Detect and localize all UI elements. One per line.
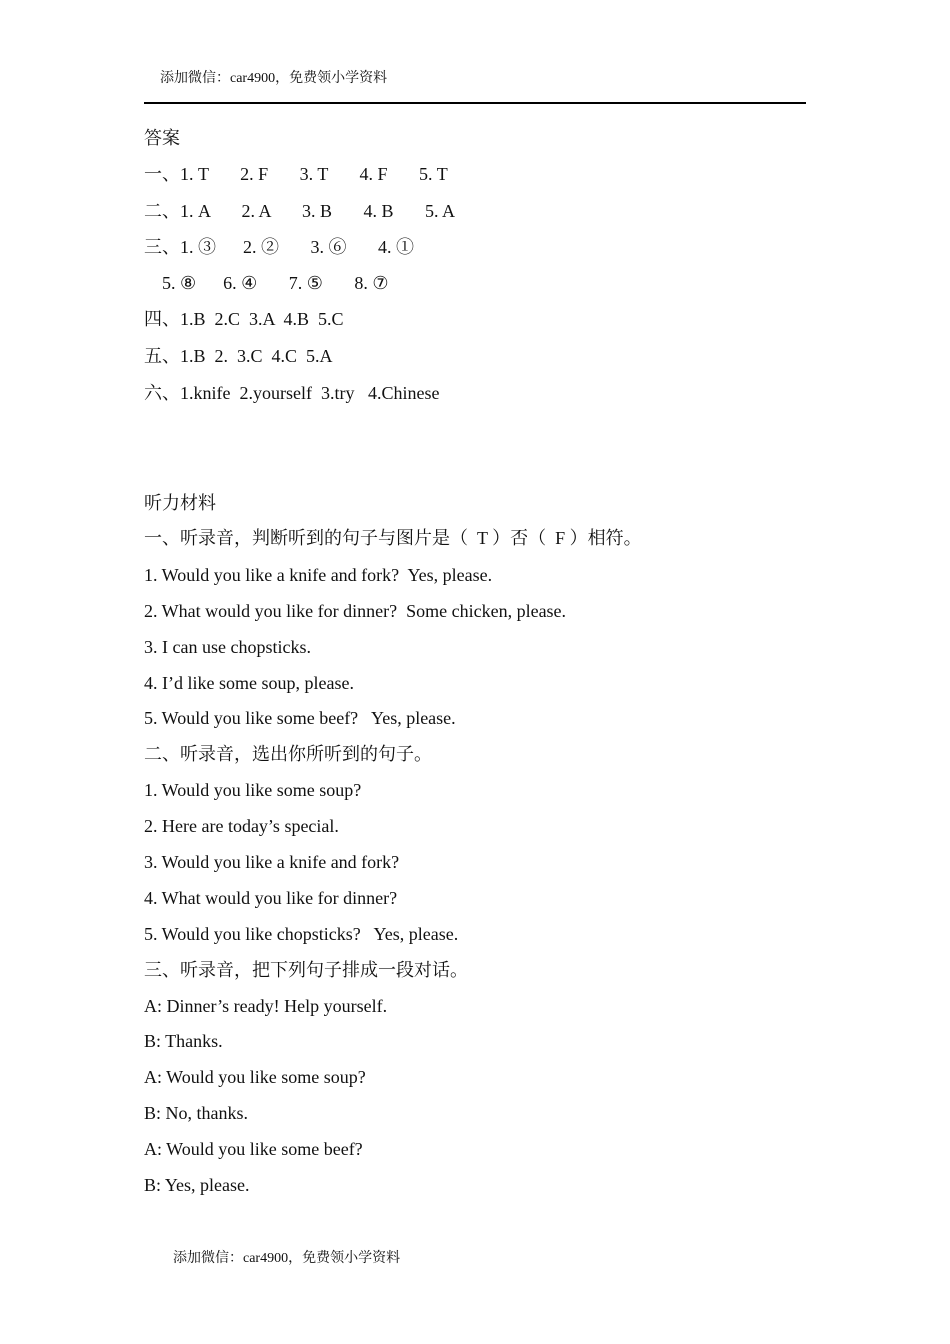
listening-line: A: Would you like some beef? (144, 1139, 363, 1159)
answer-line: 二、1. A 2. A 3. B 4. B 5. A (144, 201, 456, 221)
listening-line: A: Would you like some soup? (144, 1067, 366, 1087)
page-header-text: 添加微信：car4900，免费领小学资料 (160, 71, 388, 86)
answer-line: 5. ⑧ 6. ④ 7. ⑤ 8. ⑦ (144, 273, 389, 293)
listening-line: B: Yes, please. (144, 1175, 250, 1195)
listening-line: A: Dinner’s ready! Help yourself. (144, 996, 388, 1016)
listening-line: 5. Would you like chopsticks? Yes, please. (144, 924, 459, 944)
listening-line: B: Thanks. (144, 1031, 223, 1051)
listening-line: 3. I can use chopsticks. (144, 637, 311, 657)
listening-section-heading: 三、听录音，把下列句子排成一段对话。 (144, 960, 468, 980)
listening-line: 1. Would you like a knife and fork? Yes, please. (144, 565, 493, 585)
listening-line: 1. Would you like some soup? (144, 780, 362, 800)
answer-line: 一、1. T 2. F 3. T 4. F 5. T (144, 164, 448, 184)
listening-line: B: No, thanks. (144, 1103, 249, 1123)
listening-line: 5. Would you like some beef? Yes, please. (144, 708, 456, 728)
listening-line: 4. What would you like for dinner? (144, 888, 398, 908)
answer-line: 五、1.B 2. 3.C 4.C 5.A (144, 346, 333, 366)
answer-line: 三、1. ③ 2. ② 3. ⑥ 4. ① (144, 237, 414, 257)
listening-line: 2. Here are today’s special. (144, 816, 339, 836)
listening-title: 听力材料 (144, 493, 216, 513)
listening-line: 4. I’d like some soup, please. (144, 673, 354, 693)
answers-title: 答案 (144, 128, 180, 148)
listening-section-heading: 二、听录音，选出你所听到的句子。 (144, 744, 432, 764)
page-footer-text: 添加微信：car4900，免费领小学资料 (173, 1251, 401, 1266)
listening-section-heading: 一、听录音，判断听到的句子与图片是（ T ）否（ F ）相符。 (144, 528, 642, 548)
listening-line: 2. What would you like for dinner? Some chicken, please. (144, 601, 567, 621)
header-rule (144, 102, 806, 104)
answer-line: 四、1.B 2.C 3.A 4.B 5.C (144, 309, 344, 329)
answer-line: 六、1.knife 2.yourself 3.try 4.Chinese (144, 383, 440, 403)
listening-line: 3. Would you like a knife and fork? (144, 852, 400, 872)
